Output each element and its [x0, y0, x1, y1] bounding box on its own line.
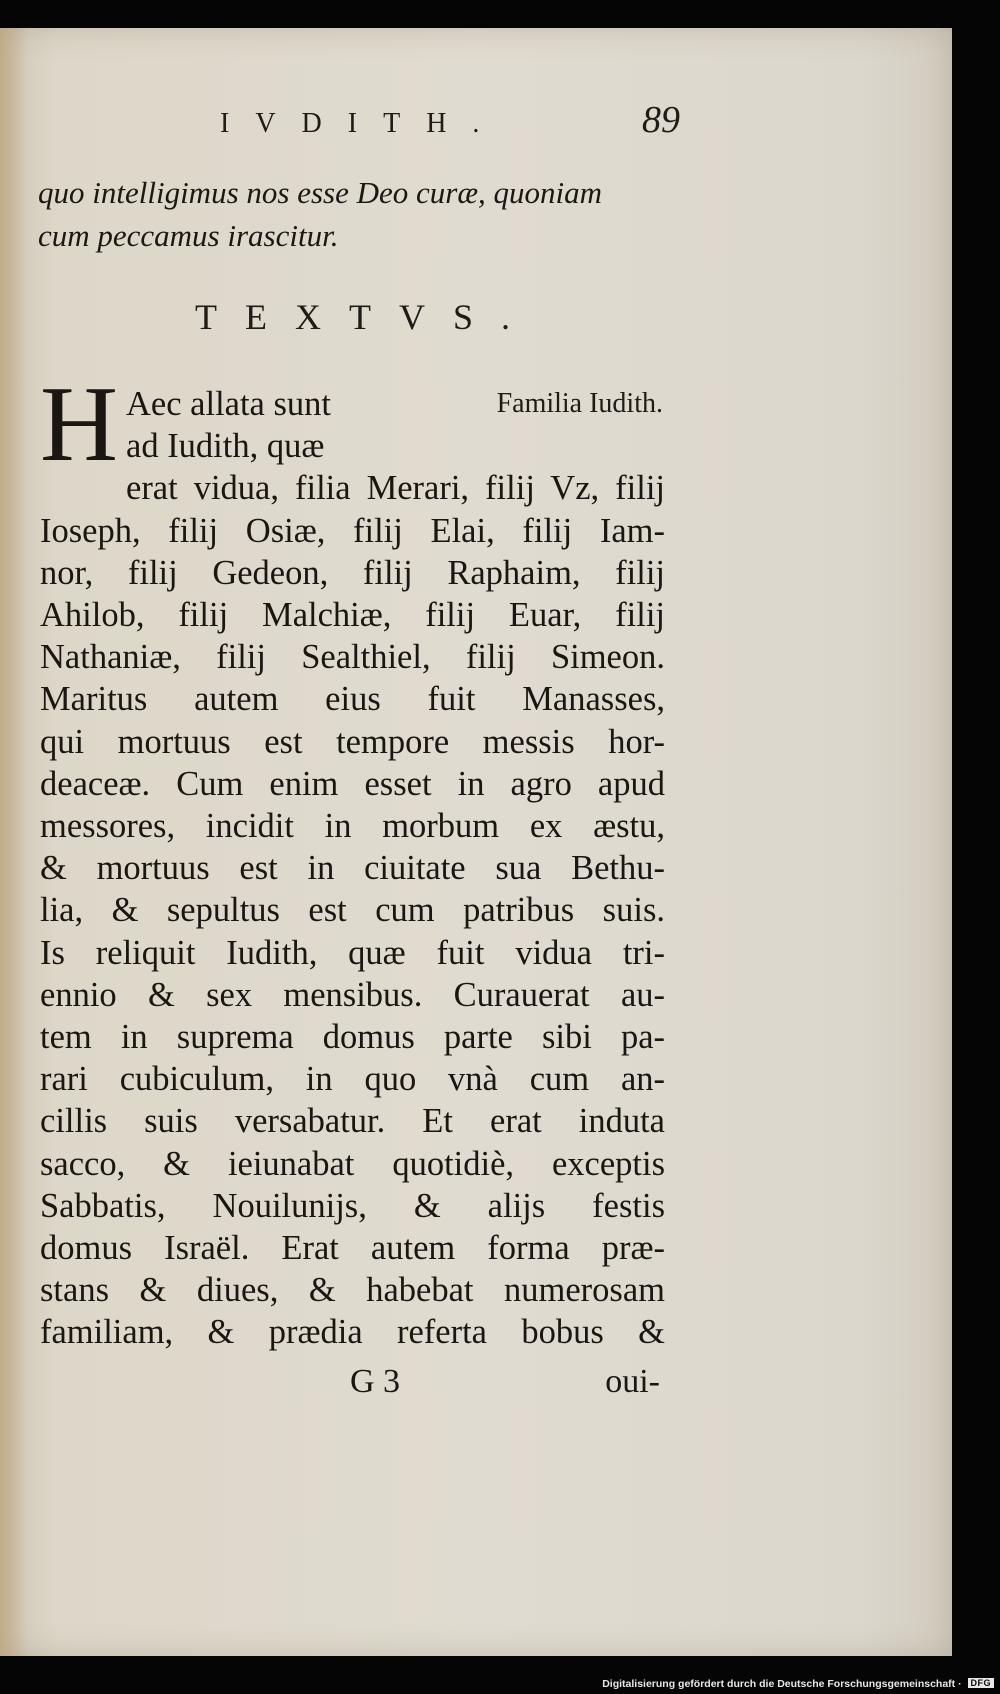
running-head — [220, 98, 680, 148]
text-line: cillis suis versabatur. Et erat induta — [40, 1102, 665, 1141]
text-line: domus Israël. Erat autem forma præ- — [40, 1229, 665, 1268]
text-line: lia, & sepultus est cum patribus suis. — [40, 891, 665, 930]
text-line: Is reliquit Iudith, quæ fuit vidua tri- — [40, 933, 665, 972]
text-line: ad Iudith, quæ — [126, 427, 325, 466]
italic-line: quo intelligimus nos esse Deo curæ, quoniam — [38, 175, 602, 210]
text-line: Sabbatis, Nouilunijs, & alijs festis — [40, 1186, 665, 1225]
text-line: familiam, & prædia referta bobus & — [40, 1313, 665, 1352]
page-number: 89 — [642, 99, 680, 141]
signature-mark: G 3 — [350, 1363, 401, 1400]
text-line: sacco, & ieiunabat quotidiè, exceptis — [40, 1144, 665, 1183]
credit-text: Digitalisierung gefördert durch die Deutsche Forschungsgemeinschaft · — [602, 1678, 962, 1690]
italic-line: cum peccamus irascitur. — [38, 218, 339, 253]
text-line: ennio & sex mensibus. Curauerat au- — [40, 975, 665, 1014]
digitization-credit — [602, 1678, 994, 1690]
text-line: nor, filij Gedeon, filij Raphaim, filij — [40, 553, 665, 592]
running-title: IVDITH. — [220, 108, 506, 139]
text-line: tem in suprema domus parte sibi pa- — [40, 1018, 665, 1057]
text-line: Ahilob, filij Malchiæ, filij Euar, filij — [40, 596, 665, 635]
text-line: erat vidua, filia Merari, filij Vz, filij — [126, 469, 665, 508]
text-line: Maritus autem eius fuit Manasses, — [40, 680, 665, 719]
book-page — [0, 28, 952, 1656]
text-line: qui mortuus est tempore messis hor- — [40, 722, 665, 761]
text-line: deaceæ. Cum enim esset in agro apud — [40, 764, 665, 803]
carryover-italic-text — [38, 171, 678, 257]
marginal-note: Familia Iudith. — [496, 388, 663, 419]
text-line: stans & diues, & habebat numerosam — [40, 1271, 665, 1310]
drop-cap: H — [40, 365, 118, 484]
section-heading: TEXTVS. — [195, 297, 538, 337]
text-line: rari cubiculum, in quo vnà cum an- — [40, 1060, 665, 1099]
text-line: Ioseph, filij Osiæ, filij Elai, filij Iam- — [40, 511, 665, 550]
catchword: oui- — [605, 1363, 660, 1400]
text-line: Aec allata sunt — [126, 385, 331, 423]
text-line: Nathaniæ, filij Sealthiel, filij Simeon. — [40, 638, 665, 677]
dfg-logo-icon: DFG — [968, 1678, 995, 1688]
catchline — [350, 1363, 660, 1413]
body-text — [40, 365, 665, 1354]
text-line: & mortuus est in ciuitate sua Bethu- — [40, 849, 665, 888]
text-line: messores, incidit in morbum ex æstu, — [40, 807, 665, 846]
